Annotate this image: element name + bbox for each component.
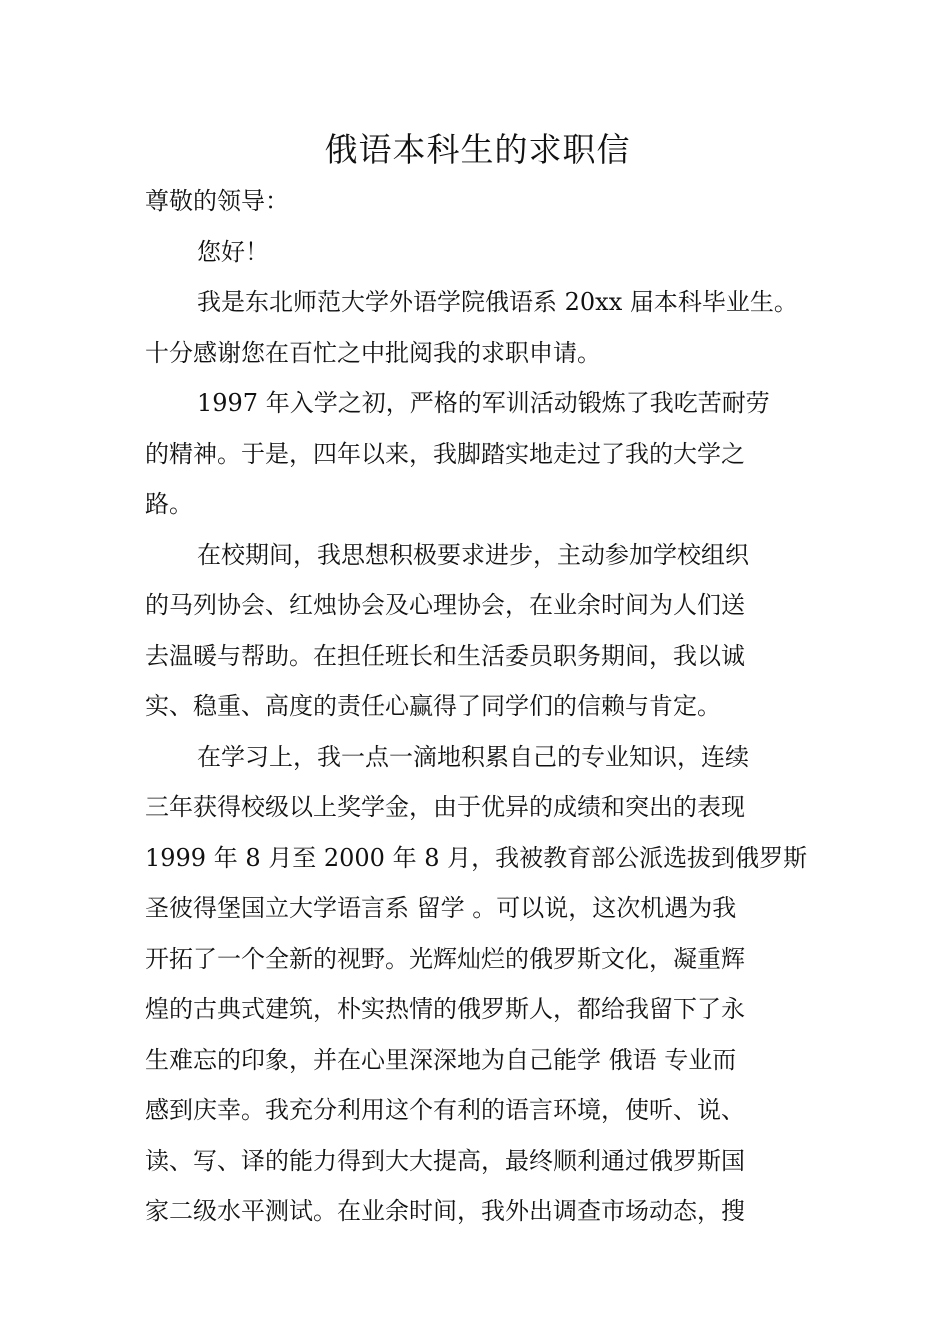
- paragraph-line: 十分感谢您在百忙之中批阅我的求职申请。: [145, 338, 601, 367]
- paragraph-line: 三年获得校级以上奖学金，由于优异的成绩和突出的表现: [145, 793, 745, 821]
- paragraph-line: 感到庆幸。我充分利用这个有利的语言环境，使听、说、: [145, 1096, 745, 1124]
- paragraph-line: 的精神。于是，四年以来，我脚踏实地走过了我的大学之: [145, 439, 745, 468]
- paragraph-3: [145, 530, 810, 732]
- greeting: 您好！: [197, 237, 269, 266]
- paragraph-4: [145, 732, 810, 1237]
- salutation: 尊敬的领导：: [145, 187, 289, 215]
- paragraph-line: 实、稳重、高度的责任心赢得了同学们的信赖与肯定。: [145, 692, 721, 720]
- paragraph-line: 我是东北师范大学外语学院俄语系 20xx 届本科毕业生。: [197, 288, 798, 316]
- paragraph-line: 的马列协会、红烛协会及心理协会，在业余时间为人们送: [145, 591, 745, 619]
- paragraph-line: 圣彼得堡国立大学语言系 留学 。可以说，这次机遇为我: [145, 894, 737, 922]
- paragraph-line: 1999 年 8 月至 2000 年 8 月，我被教育部公派选拔到俄罗斯: [145, 843, 808, 872]
- paragraph-line: 去温暖与帮助。在担任班长和生活委员职务期间，我以诚: [145, 641, 745, 670]
- paragraph-line: 读、写、译的能力得到大大提高，最终顺利通过俄罗斯国: [145, 1146, 745, 1175]
- paragraph-line: 生难忘的印象，并在心里深深地为自己能学 俄语 专业而: [145, 1045, 737, 1074]
- paragraph-2: [145, 378, 810, 530]
- paragraph-line: 1997 年入学之初，严格的军训活动锻炼了我吃苦耐劳: [197, 389, 770, 417]
- paragraph-1: [145, 277, 810, 378]
- paragraph-line: 在学习上，我一点一滴地积累自己的专业知识，连续: [197, 742, 749, 771]
- paragraph-line: 路。: [145, 490, 193, 518]
- paragraph-line: 在校期间，我思想积极要求进步，主动参加学校组织: [197, 540, 749, 569]
- paragraph-line: 煌的古典式建筑，朴实热情的俄罗斯人，都给我留下了永: [145, 995, 745, 1023]
- paragraph-line: 家二级水平测试。在业余时间，我外出调查市场动态，搜: [145, 1197, 745, 1225]
- paragraph-line: 开拓了一个全新的视野。光辉灿烂的俄罗斯文化，凝重辉: [145, 944, 745, 973]
- document-title: 俄语本科生的求职信: [324, 130, 631, 169]
